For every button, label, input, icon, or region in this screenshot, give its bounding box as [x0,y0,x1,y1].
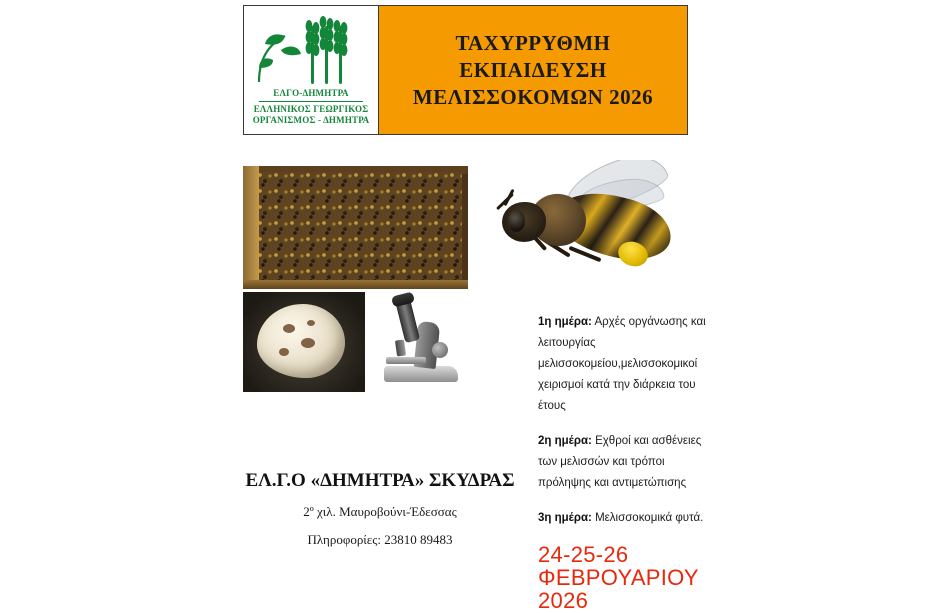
program-day-2 [538,431,706,494]
wheat-and-plant-icon [251,10,371,88]
logo-subtitle-line2: ΟΡΓΑΝΙΣΜΟΣ - ΔΗΜΗΤΡΑ [252,115,370,125]
beehive-photo [243,166,468,289]
venue-address: 2º χιλ. Μαυροβούνι-Έδεσσας [303,504,457,519]
venue-name: ΕΛ.Γ.Ο «ΔΗΜΗΤΡΑ» ΣΚΥΔΡΑΣ [245,470,515,491]
honey-bee-photo [480,160,695,295]
logo-graphic [251,10,371,88]
header-banner [243,5,688,135]
title-banner [379,6,687,134]
organization-logo [244,6,379,134]
event-dates-line-2: ΦΕΒΡΟΥΑΡΙΟΥ [538,565,699,590]
bee-larva-photo [243,292,365,392]
logo-divider [259,101,363,102]
program-day-3 [538,508,706,529]
logo-name: ΕΛΓΟ-ΔΗΜΗΤΡΑ [273,88,349,98]
title-line-1: ΤΑΧΥΡΡΥΘΜΗ [455,30,611,55]
program-day-1 [538,312,706,417]
event-dates-line-3: 2026 [538,588,589,613]
contact-phone: Πληροφορίες: 23810 89483 [307,532,453,547]
program-day-1-label: 1η ημέρα: [538,316,592,328]
title-line-3: ΜΕΛΙΣΣΟΚΟΜΩΝ 2026 [412,84,654,109]
program-day-2-text: Εχθροί και ασθένειες των μελισσών και τρόποι πρόληψης και αντιμετώπισης [538,435,702,489]
program-day-3-label: 3η ημέρα: [538,512,592,524]
program-day-1-text: Αρχές οργάνωσης και λειτουργίας μελισσοκομείου,μελισσοκομικοί χειρισμοί κατά την διάρκεια του έτους [538,316,706,412]
program-list [538,312,706,543]
event-dates-line-1: 24-25-26 [538,542,629,567]
program-day-3-text: Μελισσοκομικά φυτά. [591,512,704,524]
title-line-2: ΕΚΠΑΙΔΕΥΣΗ [459,57,607,82]
logo-subtitle-line1: ΕΛΛΗΝΙΚΟΣ ΓΕΩΡΓΙΚΟΣ [253,104,369,114]
microscope-photo [370,292,468,392]
event-dates [538,543,699,612]
program-day-2-label: 2η ημέρα: [538,435,592,447]
